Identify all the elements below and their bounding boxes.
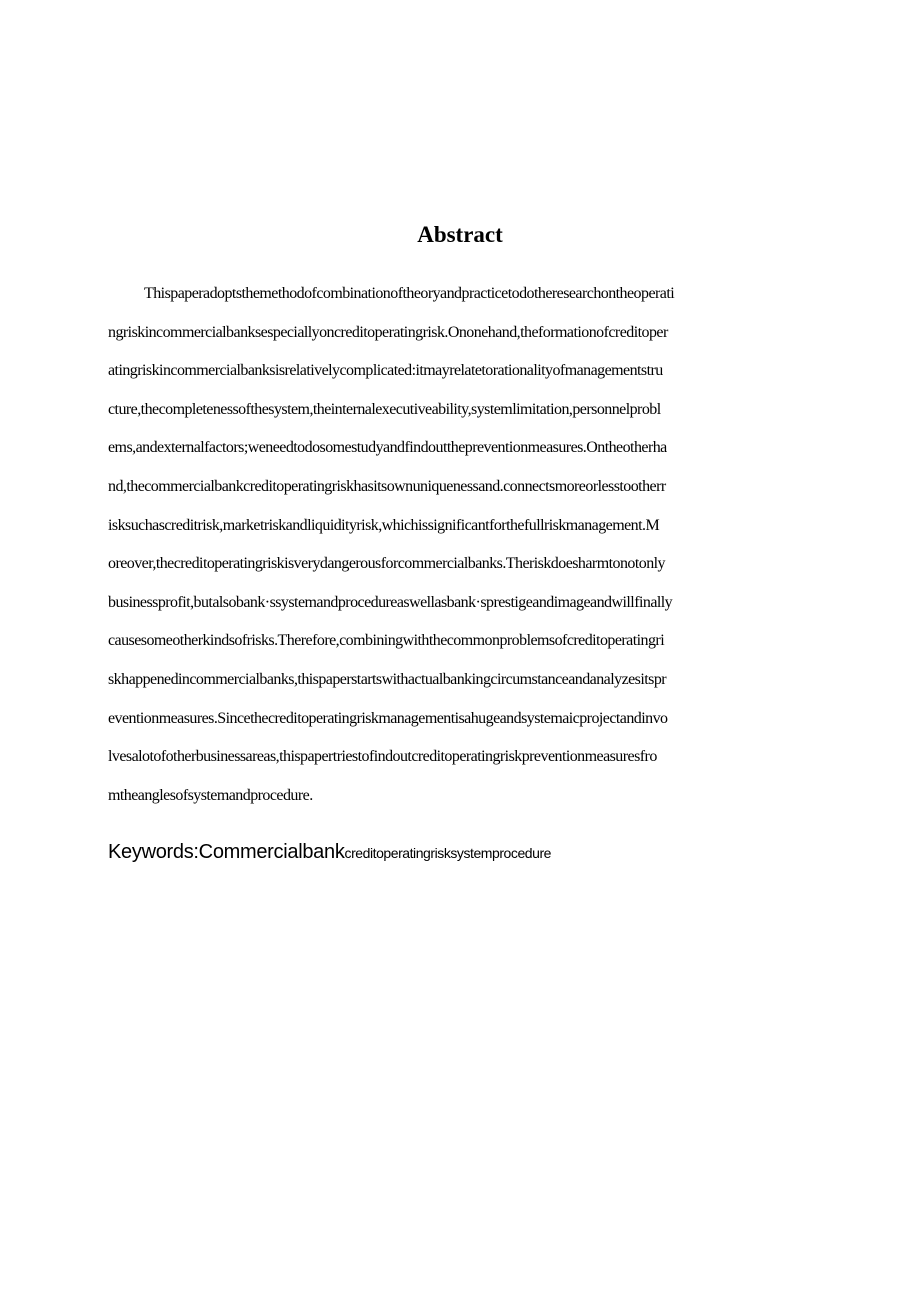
- abstract-line: mtheanglesofsystemandprocedure.: [108, 786, 313, 804]
- keywords-line: [108, 838, 551, 868]
- page-title: Abstract: [417, 222, 503, 247]
- abstract-line: isksuchascreditrisk,marketriskandliquidityrisk,whichissignificantforthefullriskmanagement.M: [108, 516, 660, 534]
- abstract-line: nd,thecommercialbankcreditoperatingriskhasitsownuniquenessand.connectsmoreorlesstootherr: [108, 477, 666, 495]
- keywords-list: creditoperatingrisksystemprocedure: [344, 845, 551, 861]
- abstract-line: eventionmeasures.Sincethecreditoperatingriskmanagementisahugeandsystemaicprojectandinvo: [108, 709, 668, 727]
- abstract-line: skhappenedincommercialbanks,thispaperstartswithactualbankingcircumstanceandanalyzesitspr: [108, 670, 667, 688]
- abstract-line: cture,thecompletenessofthesystem,theinternalexecutiveability,systemlimitation,personnelprobl: [108, 400, 661, 418]
- abstract-line: ems,andexternalfactors;weneedtodosomestudyandfindoutthepreventionmeasures.Ontheotherha: [108, 439, 667, 457]
- abstract-line: ngriskincommercialbanksespeciallyoncreditoperatingrisk.Ononehand,theformationofcreditoper: [108, 323, 668, 341]
- abstract-line: causesomeotherkindsofrisks.Therefore,combiningwiththecommonproblemsofcreditoperatingri: [108, 632, 665, 650]
- abstract-line: businessprofit,butalsobank·ssystemandprocedureaswellasbank·sprestigeandimageandwillfinally: [108, 593, 673, 611]
- abstract-line: atingriskincommercialbanksisrelativelycomplicated:itmayrelatetorationalityofmanagementstru: [108, 362, 663, 380]
- abstract-line: Thispaperadoptsthemethodofcombinationoftheoryandpracticetodotheresearchontheoperati: [144, 285, 675, 302]
- abstract-line: oreover,thecreditoperatingriskisverydangerousforcommercialbanks.Theriskdoesharmtonotonly: [108, 555, 665, 573]
- abstract-body: [108, 280, 814, 820]
- keywords-label: Keywords:Commercialbank: [108, 841, 345, 863]
- abstract-line: lvesalotofotherbusinessareas,thispapertriestofindoutcreditoperatingriskpreventionmeasuresfro: [108, 748, 657, 766]
